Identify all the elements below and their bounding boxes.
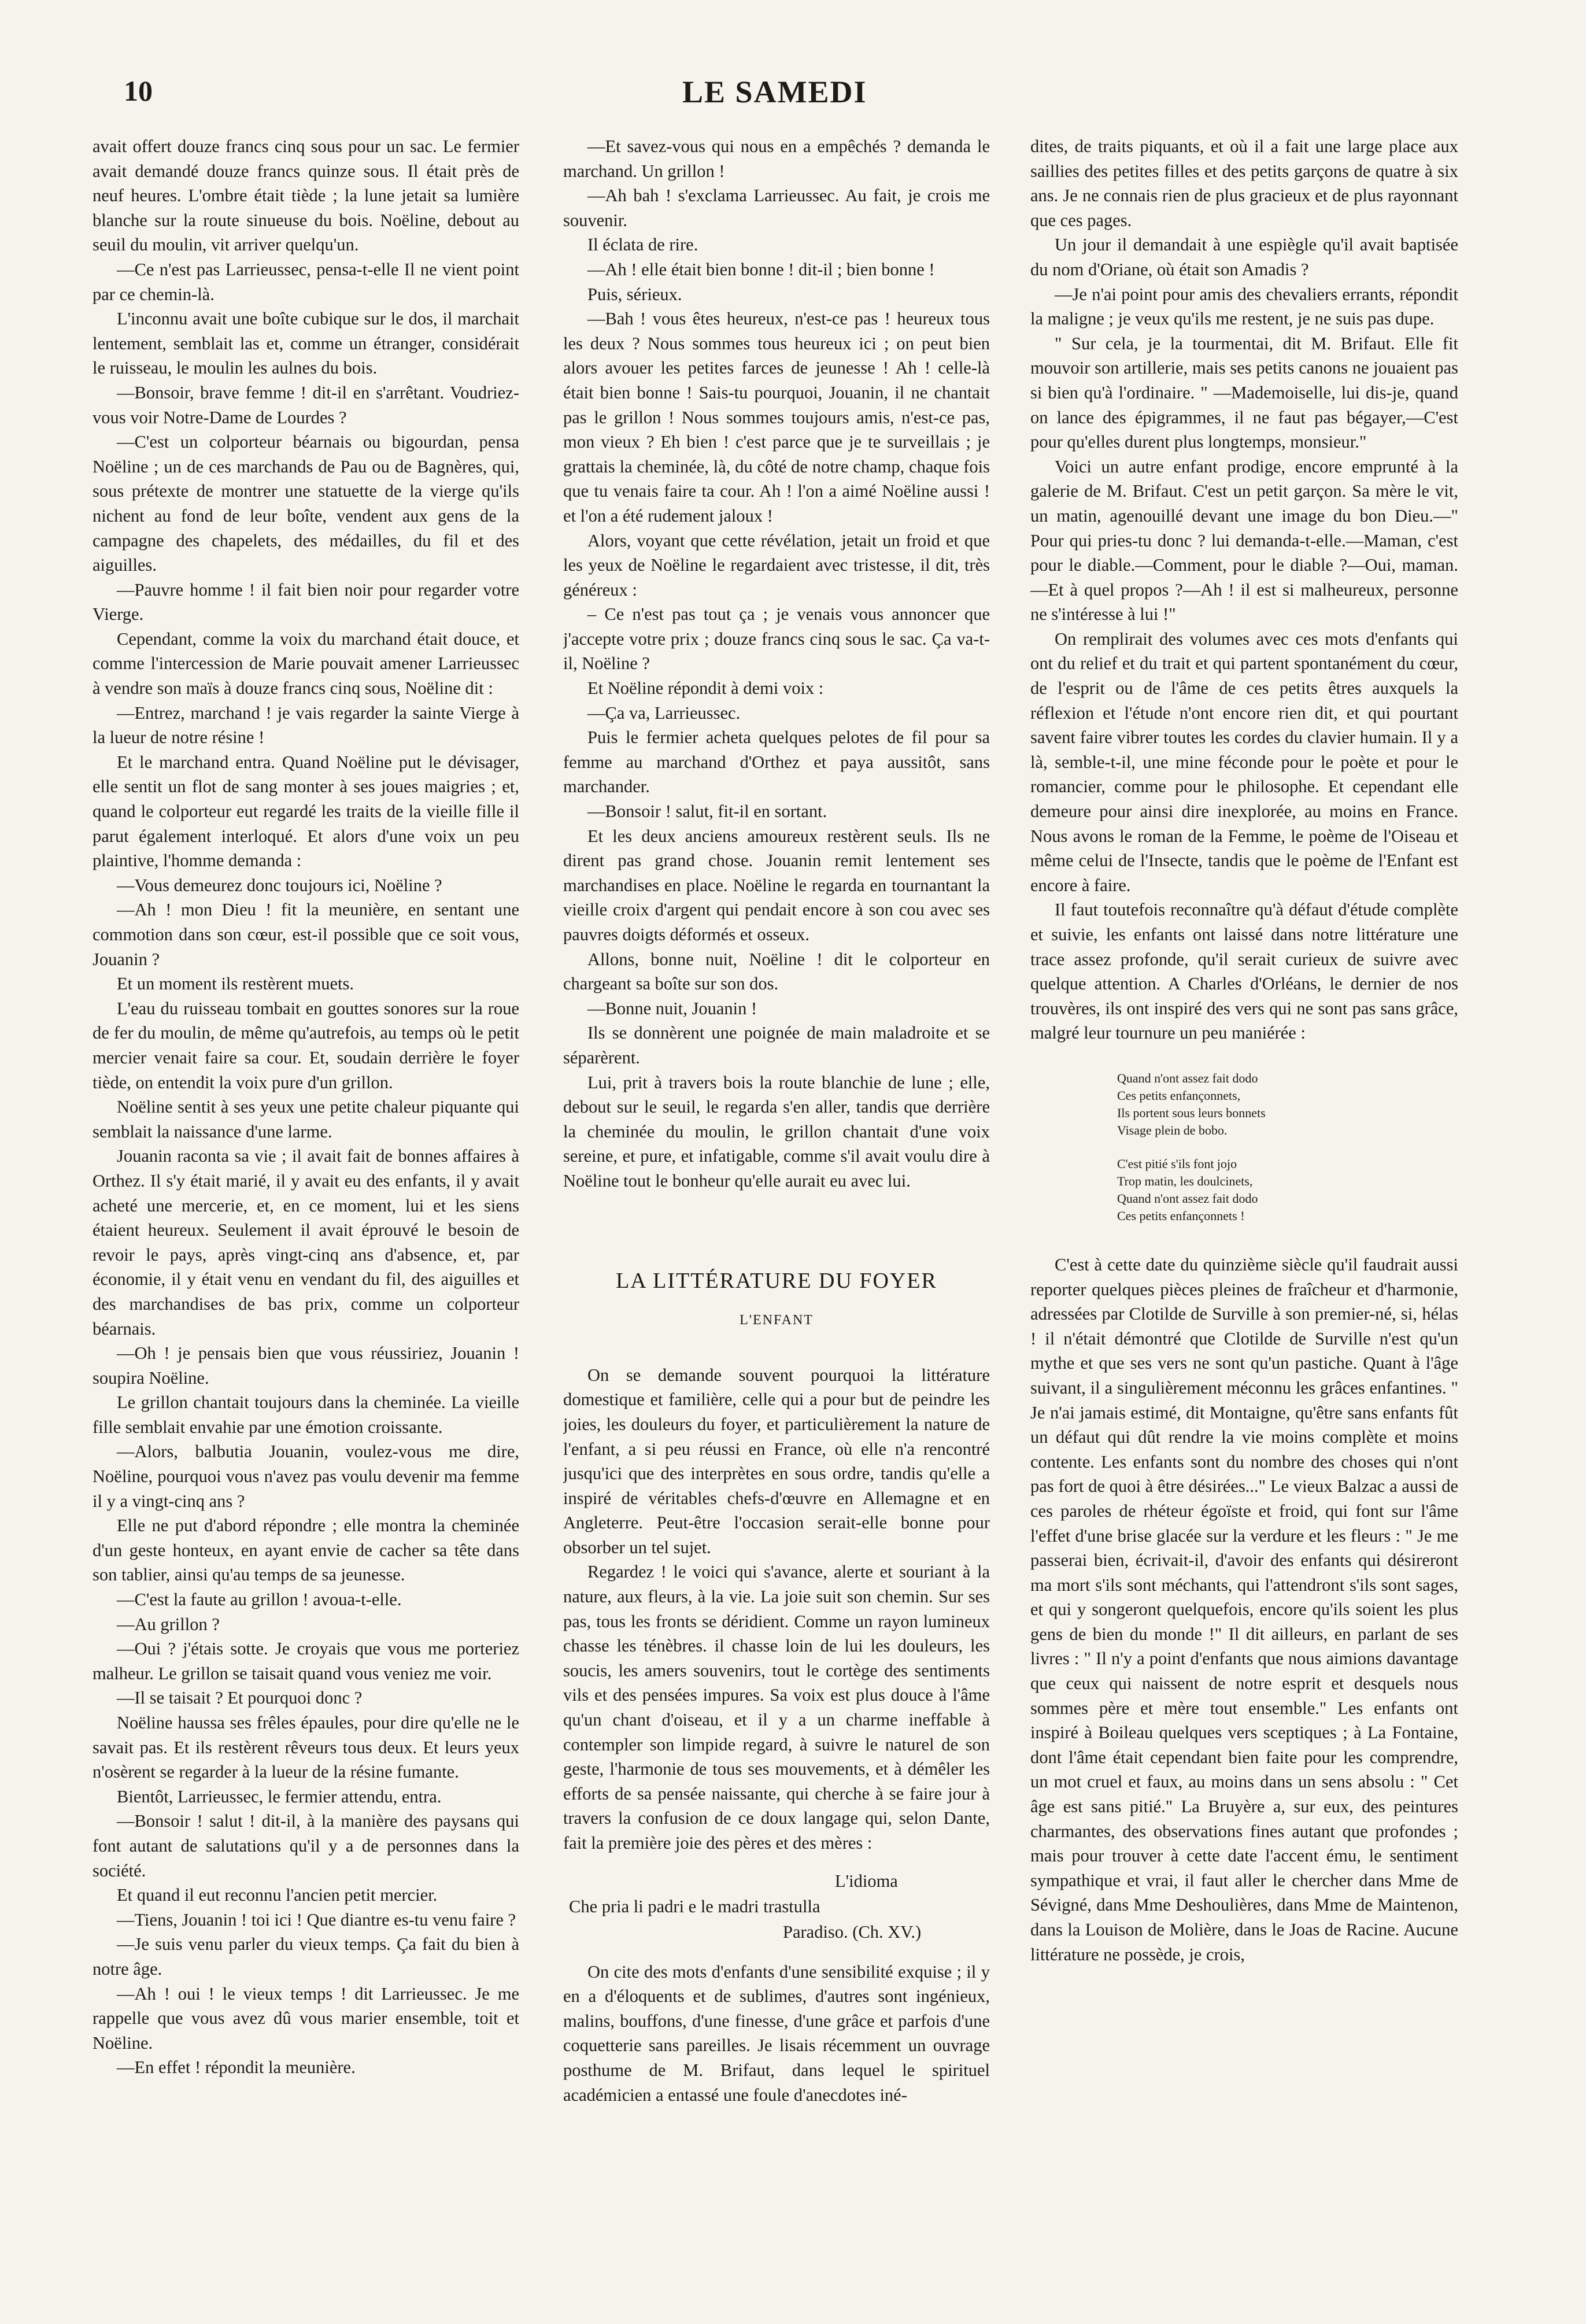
paragraph: —C'est la faute au grillon ! avoua-t-elle. bbox=[117, 1590, 402, 1610]
paragraph: —Bonsoir, brave femme ! dit-il en s'arrêtant. Voudriez-vous voir Notre-Dame de Lourdes ? bbox=[93, 382, 519, 427]
paragraph: Et quand il eut reconnu l'ancien petit mercier. bbox=[117, 1885, 438, 1905]
column-1 bbox=[93, 134, 519, 2308]
poem-line: Visage plein de bobo. bbox=[1117, 1122, 1228, 1137]
paragraph: " Sur cela, je la tourmentai, dit M. Brifaut. Elle fit mouvoir son artillerie, mais ses petits canons ne jouaient pas si bien qu'à l'ordinaire. " —Mademoiselle, lui dis-je, quand on lance des épigrammes, il ne faut pas bégayer,—C'est pour qu'elles durent plus longtemps, monsieur." bbox=[1030, 333, 1458, 452]
paragraph: —Tiens, Jouanin ! toi ici ! Que diantre es-tu venu faire ? bbox=[117, 1909, 516, 1930]
paragraph: dites, de traits piquants, et où il a fait une large place aux saillies des petites filles et des petits garçons de quatre à six ans. Je ne connais rien de plus gracieux et de plus rayonnant que ces pages. bbox=[1030, 136, 1458, 230]
poem-line: Quand n'ont assez fait dodo bbox=[1117, 1070, 1258, 1085]
paragraph: On se demande souvent pourquoi la littérature domestique et familière, celle qui a pour but de peindre les joies, les douleurs du foyer, et particulièrement la nature de l'enfant, a si peu réussi en France, où elle n'a rencontré jusqu'ici que des interprètes en sous ordre, tandis qu'elle a inspiré de véritables chefs-d'œuvre en Allemagne et en Angleterre. Peut-être l'occasion serait-elle bonne pour obsorber un tel sujet. bbox=[563, 1365, 990, 1557]
paragraph: Puis, sérieux. bbox=[587, 284, 682, 304]
paragraph: —Ça va, Larrieussec. bbox=[587, 703, 741, 723]
paragraph: —Bah ! vous êtes heureux, n'est-ce pas ! heureux tous les deux ? Nous sommes tous heureux ici ; on peut bien alors avouer les petites farces de jeunesse ! Ah ! celle-là était bien bonne ! Sais-tu pourquoi, Jouanin, il ne chantait pas le grillon ! Nous sommes toujours amis, n'est-ce pas, mon vieux ? Eh bien ! c'est parce que je te surveillais ; je grattais la cheminée, là, du côté de notre champ, chaque fois que tu venais faire ta cour. Ah ! l'on a aimé Noëline aussi ! et l'on a été rudement jaloux ! bbox=[563, 309, 990, 526]
paragraph: —Il se taisait ? Et pourquoi donc ? bbox=[117, 1688, 363, 1708]
paragraph: —Alors, balbutia Jouanin, voulez-vous me dire, Noëline, pourquoi vous n'avez pas voulu devenir ma femme il y a vingt-cinq ans ? bbox=[93, 1442, 519, 1511]
paragraph: —Oui ? j'étais sotte. Je croyais que vous me porteriez malheur. Le grillon se taisait quand vous veniez me voir. bbox=[93, 1639, 519, 1683]
paragraph: —Et savez-vous qui nous en a empêchés ? demanda le marchand. Un grillon ! bbox=[563, 136, 990, 181]
paragraph: Lui, prit à travers bois la route blanchie de lune ; elle, debout sur le seuil, le regarda s'en aller, tandis que derrière la cheminée du moulin, le grillon chantait d'une voix sereine, et pure, et infatigable, comme s'il avait voulu dire à Noëline tout le bonheur qu'elle aurait eu avec lui. bbox=[563, 1072, 990, 1191]
paragraph: L'eau du ruisseau tombait en gouttes sonores sur la roue de fer du moulin, de même qu'autrefois, au temps où le petit mercier venait faire sa cour. Et, soudain derrière le foyer tiède, on entendit la voix pure d'un grillon. bbox=[93, 998, 519, 1092]
paragraph: Il faut toutefois reconnaître qu'à défaut d'étude complète et suivie, les enfants ont laissé dans notre littérature une trace assez profonde, qu'il serait curieux de suivre avec quelque attention. A Charles d'Orléans, le dernier de nos trouvères, ils ont inspiré des vers qui ne sont pas sans grâce, malgré leur tournure un peu maniérée : bbox=[1030, 900, 1458, 1043]
quote-line: L'idioma bbox=[835, 1871, 898, 1891]
poem-line: Trop matin, les doulcinets, bbox=[1117, 1173, 1253, 1188]
paragraph: —Je suis venu parler du vieux temps. Ça fait du bien à notre âge. bbox=[93, 1934, 519, 1979]
page-number: 10 bbox=[124, 75, 153, 107]
section-subtitle: L'ENFANT bbox=[740, 1313, 814, 1328]
paragraph: —Ah ! oui ! le vieux temps ! dit Larrieussec. Je me rappelle que vous avez dû vous marier ensemble, toit et Noëline. bbox=[93, 1983, 519, 2053]
poem-line: Ces petits enfançonnets ! bbox=[1117, 1208, 1245, 1223]
paragraph: —C'est un colporteur béarnais ou bigourdan, pensa Noëline ; un de ces marchands de Pau ou de Bagnères, qui, sous prétexte de montrer une statuette de la vierge qu'ils nichent au fond de leur boîte, vendent aux gens de la campagne des chapelets, des médailles, du fil et des aiguilles. bbox=[93, 432, 519, 575]
poem-line: C'est pitié s'ils font jojo bbox=[1117, 1156, 1237, 1171]
poem-line: Quand n'ont assez fait dodo bbox=[1117, 1191, 1258, 1206]
paragraph: —Je n'ai point pour amis des chevaliers errants, répondit la maligne ; je veux qu'ils me restent, je ne suis pas dupe. bbox=[1030, 284, 1458, 329]
paragraph: —Oh ! je pensais bien que vous réussiriez, Jouanin ! soupira Noëline. bbox=[93, 1343, 519, 1388]
paragraph: avait offert douze francs cinq sous pour un sac. Le fermier avait demandé douze francs quinze sous. Il était près de neuf heures. L'ombre était tiède ; la lune jetait sa lumière blanche sur la route sinueuse du bois. Noëline, debout au seuil du moulin, vit arriver quelqu'un. bbox=[93, 136, 519, 255]
paragraph: – Ce n'est pas tout ça ; je venais vous annoncer que j'accepte votre prix ; douze francs cinq sous le sac. Ça va-t-il, Noëline ? bbox=[563, 604, 990, 674]
paragraph: —Bonsoir ! salut ! dit-il, à la manière des paysans qui font autant de salutations qu'il y a de personnes dans la société. bbox=[93, 1811, 519, 1880]
paragraph: Il éclata de rire. bbox=[587, 235, 698, 255]
paragraph: On remplirait des volumes avec ces mots d'enfants qui ont du relief et du trait et qui partent spontanément du cœur, de l'esprit ou de l'âme de ces petits êtres auxquels la réflexion et l'étude n'ont encore rien dit, et qui pourtant savent faire vibrer toutes les cordes du clavier humain. Il y a là, semble-t-il, une mine féconde pour le poète et pour le romancier, comme pour le philosophe. Et cependant elle demeure pour ainsi dire inexplorée, au moins en France. Nous avons le roman de la Femme, le poème de l'Oiseau et même celui de l'Insecte, tandis que le poème de l'Enfant est encore à faire. bbox=[1030, 629, 1458, 895]
poem-line: Ils portent sous leurs bonnets bbox=[1117, 1105, 1266, 1120]
paragraph: Jouanin raconta sa vie ; il avait fait de bonnes affaires à Orthez. Il s'y était marié, il y avait eu des enfants, il y avait acheté une mercerie, et, en ce moment, lui et les siens étaient heureux. Seulement il avait éprouvé le besoin de revoir le pays, après vingt-cinq ans d'absence, et, par économie, il y était venu en vendant du fil, des aiguilles et des marchandises de bas prix, comme un colporteur béarnais. bbox=[93, 1146, 519, 1339]
paragraph: Ils se donnèrent une poignée de main maladroite et se séparèrent. bbox=[563, 1023, 990, 1067]
journal-title: LE SAMEDI bbox=[682, 75, 867, 109]
quote-line: Che pria li padri e le madri trastulla bbox=[569, 1896, 820, 1916]
paragraph: On cite des mots d'enfants d'une sensibilité exquise ; il y en a d'éloquents et de sublimes, d'autres sont ingénieux, malins, bouffons, d'une finesse, d'une grâce et parfois d'une coquetterie sans pareilles. Je lisais récemment un ouvrage posthume de M. Brifaut, dans lequel le spirituel académicien a entassé une foule d'anecdotes iné- bbox=[563, 1961, 990, 2105]
column-2 bbox=[563, 134, 990, 2308]
poem-line: Ces petits enfançonnets, bbox=[1117, 1088, 1241, 1103]
paragraph: Un jour il demandait à une espiègle qu'il avait baptisée du nom d'Oriane, où était son Amadis ? bbox=[1030, 235, 1458, 279]
paragraph: Le grillon chantait toujours dans la cheminée. La vieille fille semblait envahie par une émotion croissante. bbox=[93, 1392, 519, 1437]
paragraph: L'inconnu avait une boîte cubique sur le dos, il marchait lentement, semblait las et, comme un étranger, considérait le ruisseau, le moulin les aulnes du bois. bbox=[93, 309, 519, 378]
paragraph: Bientôt, Larrieussec, le fermier attendu, entra. bbox=[117, 1786, 442, 1806]
paragraph: Allons, bonne nuit, Noëline ! dit le colporteur en chargeant sa boîte sur son dos. bbox=[563, 949, 990, 994]
paragraph: Et un moment ils restèrent muets. bbox=[117, 974, 354, 994]
paragraph: —Ah bah ! s'exclama Larrieussec. Au fait, je crois me souvenir. bbox=[563, 186, 990, 230]
paragraph: —Ah ! mon Dieu ! fit la meunière, en sentant une commotion dans son cœur, est-il possible que ce soit vous, Jouanin ? bbox=[93, 900, 519, 969]
paragraph: Noëline sentit à ses yeux une petite chaleur piquante qui semblait la naissance d'une larme. bbox=[93, 1097, 519, 1141]
paragraph: C'est à cette date du quinzième siècle qu'il faudrait aussi reporter quelques pièces pleines de fraîcheur et d'harmonie, adressées par Clotilde de Surville à son premier-né, si, hélas ! il n'était démontré que Clotilde de Surville n'est qu'un mythe et que ses vers ne sont qu'un pastiche. Quant à l'âge suivant, il a singulièrement méconnu les grâces enfantines. " Je n'ai jamais estimé, dit Montaigne, qu'être sans enfants fût un défaut qui dût rendre la vie moins complète et moins contente. Les enfants sont du nombre des choses qui n'ont pas fort de quoi à être désirées..." Le vieux Balzac a aussi de ces paroles de rhéteur égoïste et froid, qui font sur l'âme l'effet d'une brise glacée sur la verdure et les fleurs : " Je me passerai bien, écrivait-il, d'avoir des enfants qui désireront ma mort s'ils sont méchants, qui l'attendront s'ils sont sages, et qui y songeront quelquefois, encore qu'ils soient les plus gens de bien du monde !" Il dit ailleurs, en parlant de ses livres : " Il n'y a point d'enfants que nous aimions davantage que ceux qui naissent de notre esprit et desquels nous sommes père et mère tout ensemble." Les enfants ont inspiré à Boileau quelques vers sceptiques ; à La Fontaine, dont l'âme était cependant bien faite pour les comprendre, un mot cruel et faux, au moins dans un sens absolu : " Cet âge est sans pitié." La Bruyère a, sur eux, des peintures charmantes, des observations fines autant que profondes ; mais pour trouver à cette date l'accent ému, le sentiment sympathique et vrai, il faut aller le chercher dans Mme de Sévigné, dans Mme Deshoulières, dans Mme de Maintenon, dans la Louison de Molière, dans le Joas de Racine. Aucune littérature ne possède, je crois, bbox=[1030, 1254, 1458, 1964]
paragraph: —Ce n'est pas Larrieussec, pensa-t-elle Il ne vient point par ce chemin-là. bbox=[93, 259, 519, 304]
paragraph: —Bonne nuit, Jouanin ! bbox=[587, 998, 757, 1018]
paragraph: Cependant, comme la voix du marchand était douce, et comme l'intercession de Marie pouvait amener Larrieussec à vendre son maïs à douze francs cinq sous, Noëline dit : bbox=[93, 629, 519, 699]
dante-quote bbox=[563, 1868, 990, 1945]
paragraph: —Vous demeurez donc toujours ici, Noëline ? bbox=[117, 875, 442, 895]
paragraph: Regardez ! le voici qui s'avance, alerte et souriant à la nature, aux fleurs, à la vie. La joie suit son chemin. Sur ses pas, tous les fronts se déridient. Comme un rayon lumineux chasse les ténèbres. il chasse loin de lui les douleurs, les soucis, les amers souvenirs, tout le cortège des sentiments vils et des pensées impures. Sa voix est plus douce à l'âme qu'un chant d'oiseau, et il y a un charme ineffable à contempler son limpide regard, à suivre le naturel de son geste, l'harmonie de tous ses mouvements, et à démêler les efforts de sa pensée naissante, qui cherche à se faire jour à travers la confusion de ce doux langage qui, selon Dante, fait la première joie des pères et des mères : bbox=[563, 1562, 990, 1853]
paragraph: Alors, voyant que cette révélation, jetait un froid et que les yeux de Noëline le regardaient avec tristesse, il dit, très généreux : bbox=[563, 530, 990, 600]
paragraph: Voici un autre enfant prodige, encore emprunté à la galerie de M. Brifaut. C'est un petit garçon. Sa mère le vit, un matin, agenouillé devant une image du bon Dieu.—" Pour qui pries-tu donc ? lui demanda-t-elle.—Maman, c'est pour le diable.—Comment, pour le diable ?—Oui, maman.—Et à quel propos ?—Ah ! il est si malheureux, personne ne s'intéresse à lui !" bbox=[1030, 456, 1458, 625]
poem-stanza bbox=[1117, 1155, 1458, 1225]
paragraph: —Pauvre homme ! il fait bien noir pour regarder votre Vierge. bbox=[93, 579, 519, 625]
paragraph: Et Noëline répondit à demi voix : bbox=[587, 678, 824, 699]
poem-stanza bbox=[1117, 1070, 1458, 1139]
paragraph: Et le marchand entra. Quand Noëline put le dévisager, elle sentit un flot de sang monter à ses joues maigries ; et, quand le colporteur eut regardé les traits de la vieille fille il parut également interloqué. Et alors d'une voix un peu plaintive, l'homme demanda : bbox=[93, 752, 519, 871]
poem bbox=[1117, 1070, 1458, 1225]
paragraph: Elle ne put d'abord répondre ; elle montra la cheminée d'un geste honteux, en ayant envie de cacher sa tête dans son tablier, ainsi qu'au temps de sa jeunesse. bbox=[93, 1516, 519, 1585]
section-title: LA LITTÉRATURE DU FOYER bbox=[616, 1268, 937, 1293]
paragraph: Noëline haussa ses frêles épaules, pour dire qu'elle ne le savait pas. Et ils restèrent rêveurs tous deux. Et leurs yeux n'osèrent se regarder à la lueur de la résine fumante. bbox=[93, 1713, 519, 1782]
paragraph: —En effet ! répondit la meunière. bbox=[117, 2057, 356, 2078]
paragraph: Puis le fermier acheta quelques pelotes de fil pour sa femme au marchand d'Orthez et paya aussitôt, sans marchander. bbox=[563, 727, 990, 797]
paragraph: —Au grillon ? bbox=[117, 1614, 220, 1634]
quote-line: Paradiso. (Ch. XV.) bbox=[783, 1922, 922, 1942]
column-3 bbox=[1030, 134, 1458, 2308]
paragraph: —Entrez, marchand ! je vais regarder la sainte Vierge à la lueur de notre résine ! bbox=[93, 703, 519, 748]
paragraph: —Ah ! elle était bien bonne ! dit-il ; bien bonne ! bbox=[587, 259, 935, 279]
paragraph: —Bonsoir ! salut, fit-il en sortant. bbox=[587, 801, 827, 822]
paragraph: Et les deux anciens amoureux restèrent seuls. Ils ne dirent pas grand chose. Jouanin remit lentement ses marchandises en place. Noëline le regarda en tournantant la vieille croix d'argent qui pendait encore à son cou avec ses pauvres doigts déformés et osseux. bbox=[563, 826, 990, 944]
